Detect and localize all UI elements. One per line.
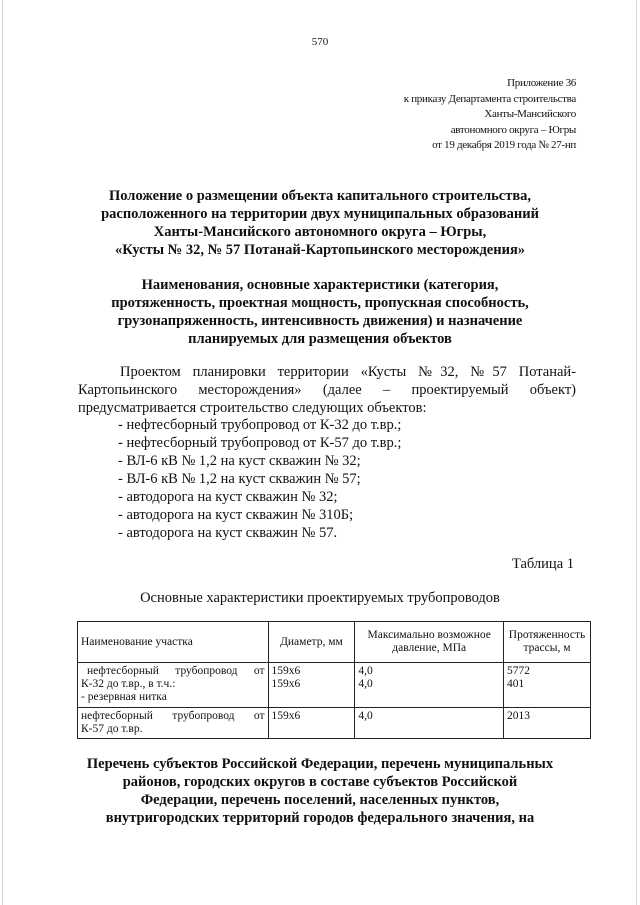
cell-text: нефтесборный трубопровод от [81,710,265,722]
cell-text: нефтесборный трубопровод от [87,665,265,677]
annex-line: к приказу Департамента строительства [403,92,576,105]
list-item: - ВЛ-6 кВ № 1,2 на куст скважин № 57; [118,471,361,487]
subtitle-line: протяженность, проектная мощность, пропускная способность, [111,295,529,311]
cell-name [78,663,269,708]
intro-paragraph [78,363,576,417]
column-header-diameter: Диаметр, мм [268,622,355,663]
cell-value: 4,0 [358,678,373,690]
annex-line: Приложение 36 [507,77,576,89]
heading-line: Перечень субъектов Российской Федерации, перечень муниципальных [86,756,554,772]
intro-line: Проектом планировки территории «Кусты №32, №57 Потанай- [120,364,576,380]
cell-length [504,708,591,739]
page-number: 570 [311,36,329,48]
title-line: расположенного на территории двух муниципальных образований [101,206,539,222]
table-row [78,708,591,739]
intro-line: Картопьинского месторождения» (далее – проектируемый объект) [78,382,576,398]
list-item: - нефтесборный трубопровод от К-32 до т.вр.; [118,417,402,433]
scan-edge-right [636,0,637,905]
cell-value: 4,0 [358,665,373,677]
subtitle-line: Наименования, основные характеристики (категория, [141,277,499,293]
cell-value: 5772 [507,665,530,677]
intro-line: предусматривается строительство следующих объектов: [78,400,427,416]
cell-value: 4,0 [358,710,373,722]
column-header-name: Наименование участка [78,622,269,663]
list-item: - ВЛ-6 кВ № 1,2 на куст скважин № 32; [118,453,361,469]
cell-value: 159х6 [271,665,301,677]
cell-text: К-32 до т.вр., в т.ч.: [81,678,176,690]
pipelines-table [77,621,591,739]
heading-line: Федерации, перечень поселений, населенных пунктов, [140,792,500,808]
objects-list [118,416,401,542]
annex-line: автономного округа – Югры [450,123,576,136]
cell-text: - резервная нитка [81,691,167,703]
section-heading [60,276,580,348]
subtitle-line: грузонапряженность, интенсивность движения) и назначение [117,313,523,329]
cell-value: 159х6 [271,710,301,722]
list-item: - нефтесборный трубопровод от К-57 до т.вр.; [118,435,402,451]
heading-line: внутригородских территорий городов федерального значения, на [105,810,535,826]
title-line: «Кусты № 32, № 57 Потанай-Картопьинского месторождения» [114,242,526,258]
cell-name [78,708,269,739]
annex-line: Ханты-Мансийского [484,108,576,120]
cell-diameter [268,663,355,708]
title-line: Ханты-Мансийского автономного округа – Югры, [153,224,487,240]
document-title [60,187,580,259]
cell-value: 401 [507,678,525,690]
list-item: - автодорога на куст скважин № 57. [118,525,338,541]
table-header-row [78,622,591,663]
cell-pressure [355,663,504,708]
cell-diameter [268,708,355,739]
annex-block [404,76,576,154]
subtitle-line: планируемых для размещения объектов [188,331,452,347]
title-line: Положение о размещении объекта капитального строительства, [108,188,532,204]
cell-text: К-57 до т.вр. [81,723,143,735]
column-header-pressure: Максимально возможное давление, МПа [355,622,504,663]
cell-value: 159х6 [271,678,301,690]
cell-value: 2013 [507,710,530,722]
annex-line: от 19 декабря 2019 года № 27-нп [432,139,576,151]
cell-pressure [355,708,504,739]
cell-length [504,663,591,708]
table-row [78,663,591,708]
scan-edge-left [2,0,3,905]
list-item: - автодорога на куст скважин № 310Б; [118,507,354,523]
column-header-length: Протяженность трассы, м [504,622,591,663]
table-label: Таблица 1 [511,556,574,572]
heading-line: районов, городских округов в составе субъектов Российской [122,774,518,790]
table-caption: Основные характеристики проектируемых трубопроводов [140,590,500,606]
list-item: - автодорога на куст скважин № 32; [118,489,338,505]
list-heading [70,755,570,827]
